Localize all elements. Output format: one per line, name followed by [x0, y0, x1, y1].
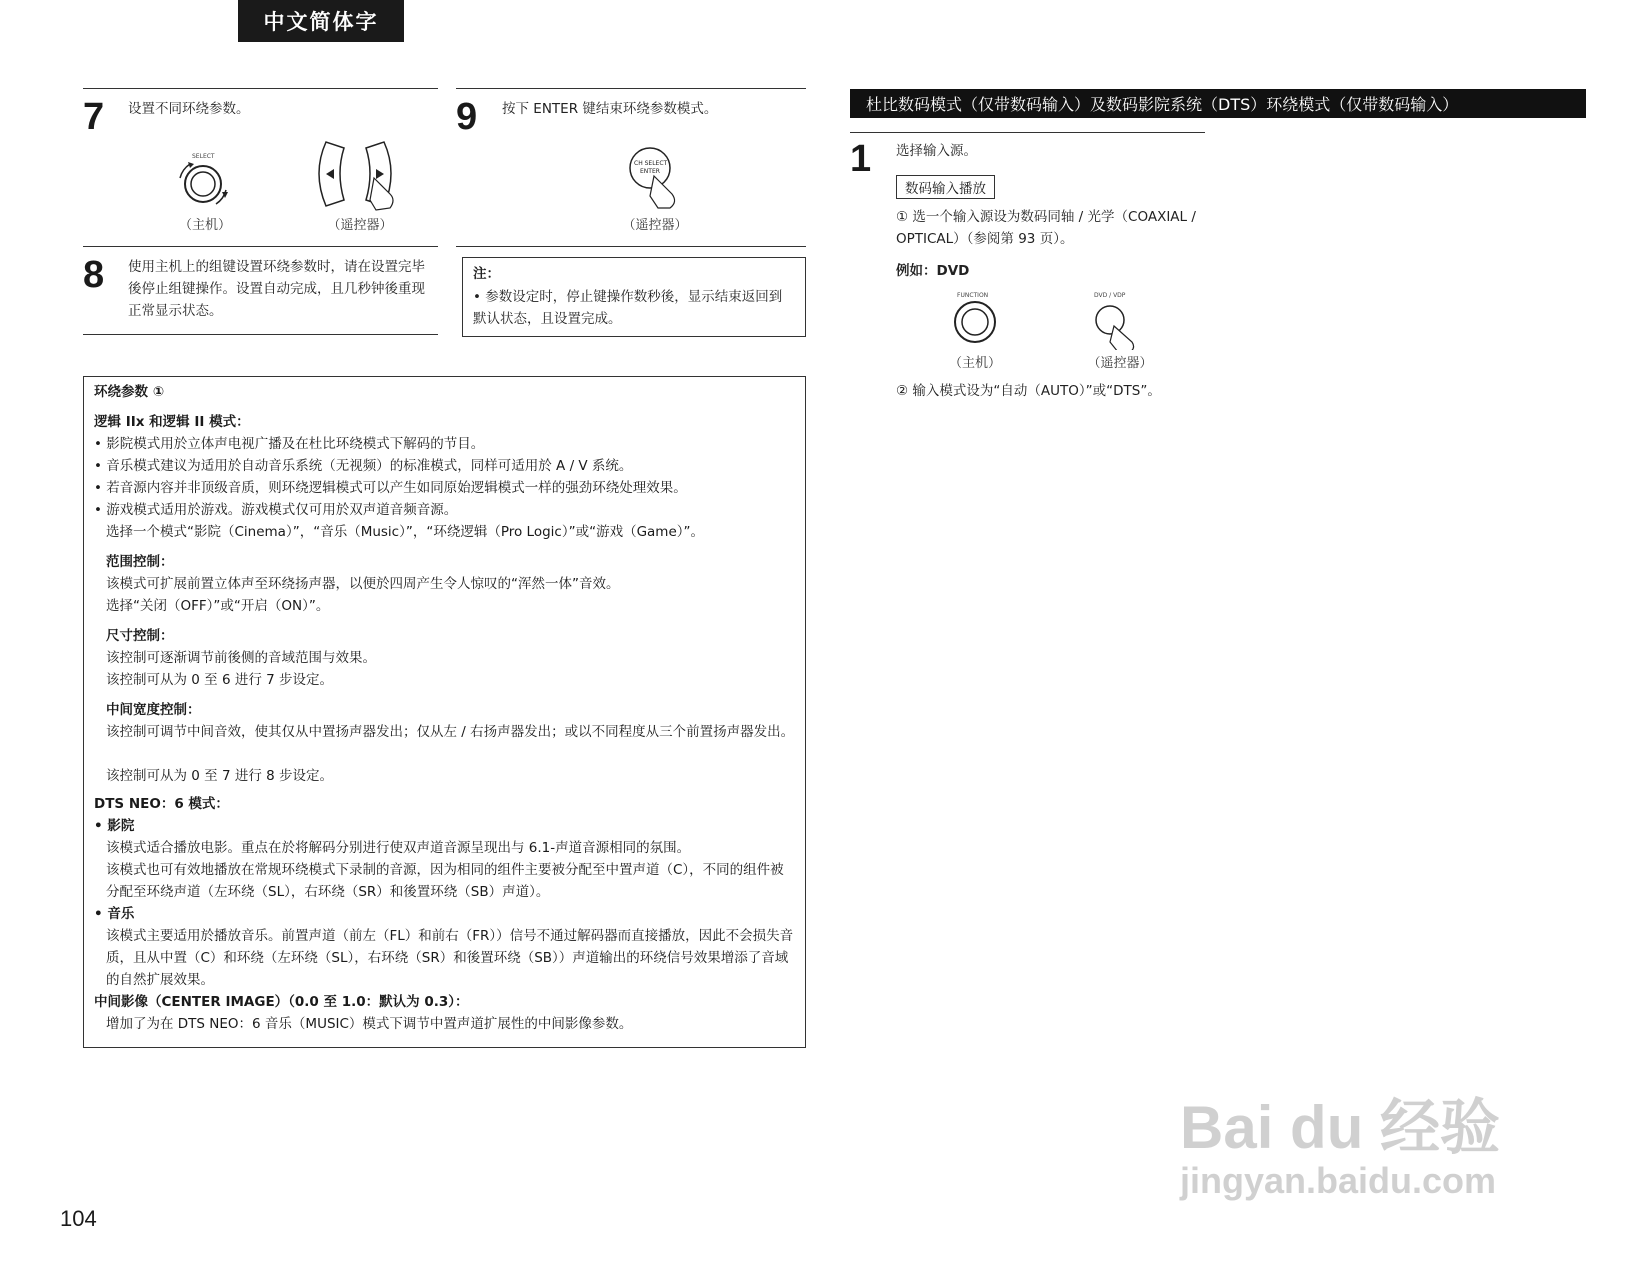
panorama-text: 选择“关闭（OFF）”或“开启（ON）”。 [106, 598, 330, 614]
music-heading: • 音乐 [94, 906, 135, 922]
example-text: 例如：DVD [896, 263, 970, 279]
step-number-7: 7 [83, 96, 105, 138]
neo-heading: DTS NEO：6 模式： [94, 796, 229, 812]
caption-remote: （遥控器） [622, 218, 688, 233]
language-tab: 中文简体字 [238, 0, 404, 42]
svg-text:CH SELECT: CH SELECT [634, 160, 668, 167]
note-box [462, 257, 806, 337]
note-text: • 参数设定时，停止键操作数秒後，显示结束返回到默认状态，且设置完成。 [473, 289, 783, 327]
box-title: 环绕参数 ① [94, 384, 165, 400]
note-title: 注： [473, 266, 500, 282]
logic-item: • 音乐模式建议为适用於自动音乐系统（无视频）的标准模式，同样可适用於 A / V 系统。 [94, 458, 633, 474]
step7-text: 设置不同环绕参数。 [128, 101, 250, 117]
step8-text: 使用主机上的组键设置环绕参数时，请在设置完毕後停止组键操作。设置自动完成，且几秒钟後重现正常显示状态。 [128, 259, 425, 319]
function-knob-icon [935, 290, 1015, 350]
divider [83, 246, 438, 247]
panorama-text: 该模式可扩展前置立体声至环绕扬声器，以便於四周产生令人惊叹的“浑然一体”音效。 [106, 576, 620, 592]
surround-parameters-box [83, 376, 806, 1048]
cinema-text: 该模式也可有效地播放在常规环绕模式下录制的音源，因为相同的组件主要被分配至中置声道（C），不同的组件被分配至环绕声道（左环绕（SL），右环绕（SR）和後置环绕（SB）声道）。 [106, 862, 784, 900]
svg-text:SELECT: SELECT [192, 153, 215, 160]
page-number: 104 [60, 1206, 97, 1231]
cinema-heading: • 影院 [94, 818, 135, 834]
section-title: 杜比数码模式（仅带数码输入）及数码影院系统（DTS）环绕模式（仅带数码输入） [850, 89, 1586, 118]
svg-text:DVD / VDP: DVD / VDP [1094, 292, 1126, 299]
caption-remote: （遥控器） [327, 218, 393, 233]
step1-item2: ② 输入模式设为“自动（AUTO）”或“DTS”。 [896, 383, 1161, 399]
step1-item1: ① 选一个输入源设为数码同轴 / 光学（COAXIAL / OPTICAL）（参阅第 93 页）。 [896, 209, 1196, 247]
logic-item: • 影院模式用於立体声电视广播及在杜比环绕模式下解码的节目。 [94, 436, 485, 452]
music-text: 该模式主要适用於播放音乐。前置声道（前左（FL）和前右（FR））信号不通过解码器而直接播放，因此不会损失音质，且从中置（C）和环绕（左环绕（SL），右环绕（SR）和後置环绕（SB））声道输出的环绕信号效果增添了音域的自然扩展效果。 [106, 928, 794, 988]
caption-main: （主机） [948, 356, 1001, 371]
step1-text: 选择输入源。 [896, 143, 977, 159]
enter-button-icon [620, 142, 700, 212]
divider [456, 88, 806, 89]
dvd-button-icon [1080, 290, 1160, 350]
svg-text:ENTER: ENTER [640, 168, 660, 175]
svg-text:FUNCTION: FUNCTION [957, 292, 989, 299]
remote-arrow-buttons-icon [304, 138, 424, 213]
step9-text: 按下 ENTER 键结束环绕参数模式。 [502, 101, 718, 117]
logic-select: 选择一个模式“影院（Cinema）”，“音乐（Music）”，“环绕逻辑（Pro Logic）”或“游戏（Game）”。 [106, 524, 705, 540]
center-width-heading: 中间宽度控制： [106, 702, 201, 718]
center-image-heading: 中间影像（CENTER IMAGE）（0.0 至 1.0：默认为 0.3）： [94, 994, 469, 1010]
dimension-text: 该控制可从为 0 至 6 进行 7 步设定。 [106, 672, 334, 688]
logic-heading: 逻辑 IIx 和逻辑 II 模式： [94, 414, 250, 430]
watermark-url: jingyan.baidu.com [1180, 1160, 1497, 1201]
logic-item: • 若音源内容并非顶级音质，则环绕逻辑模式可以产生如同原始逻辑模式一样的强劲环绕处理效果。 [94, 480, 687, 496]
cinema-text: 该模式适合播放电影。重点在於将解码分别进行使双声道音源呈现出与 6.1-声道音源相同的氛围。 [106, 840, 691, 856]
select-knob-icon [170, 150, 240, 210]
caption-remote: （遥控器） [1087, 356, 1153, 371]
divider [850, 132, 1205, 133]
center-image-text: 增加了为在 DTS NEO：6 音乐（MUSIC）模式下调节中置声道扩展性的中间影像参数。 [106, 1016, 633, 1032]
watermark-brand: Bai du 经验 [1180, 1094, 1501, 1161]
divider [456, 246, 806, 247]
divider [83, 334, 438, 335]
divider [83, 88, 438, 89]
dimension-text: 该控制可逐渐调节前後侧的音域范围与效果。 [106, 650, 376, 666]
logic-item: • 游戏模式适用於游戏。游戏模式仅可用於双声道音频音源。 [94, 502, 458, 518]
step-number-8: 8 [83, 254, 105, 296]
panorama-heading: 范围控制： [106, 554, 174, 570]
center-width-text: 该控制可调节中间音效，使其仅从中置扬声器发出；仅从左 / 右扬声器发出；或以不同程度从三个前置扬声器发出。 [106, 724, 795, 740]
step-number-9: 9 [456, 96, 478, 138]
digital-input-label: 数码输入播放 [896, 175, 995, 199]
center-width-text: 该控制可从为 0 至 7 进行 8 步设定。 [106, 768, 334, 784]
caption-main: （主机） [178, 218, 231, 233]
step-number-1: 1 [850, 138, 872, 180]
dimension-heading: 尺寸控制： [106, 628, 174, 644]
